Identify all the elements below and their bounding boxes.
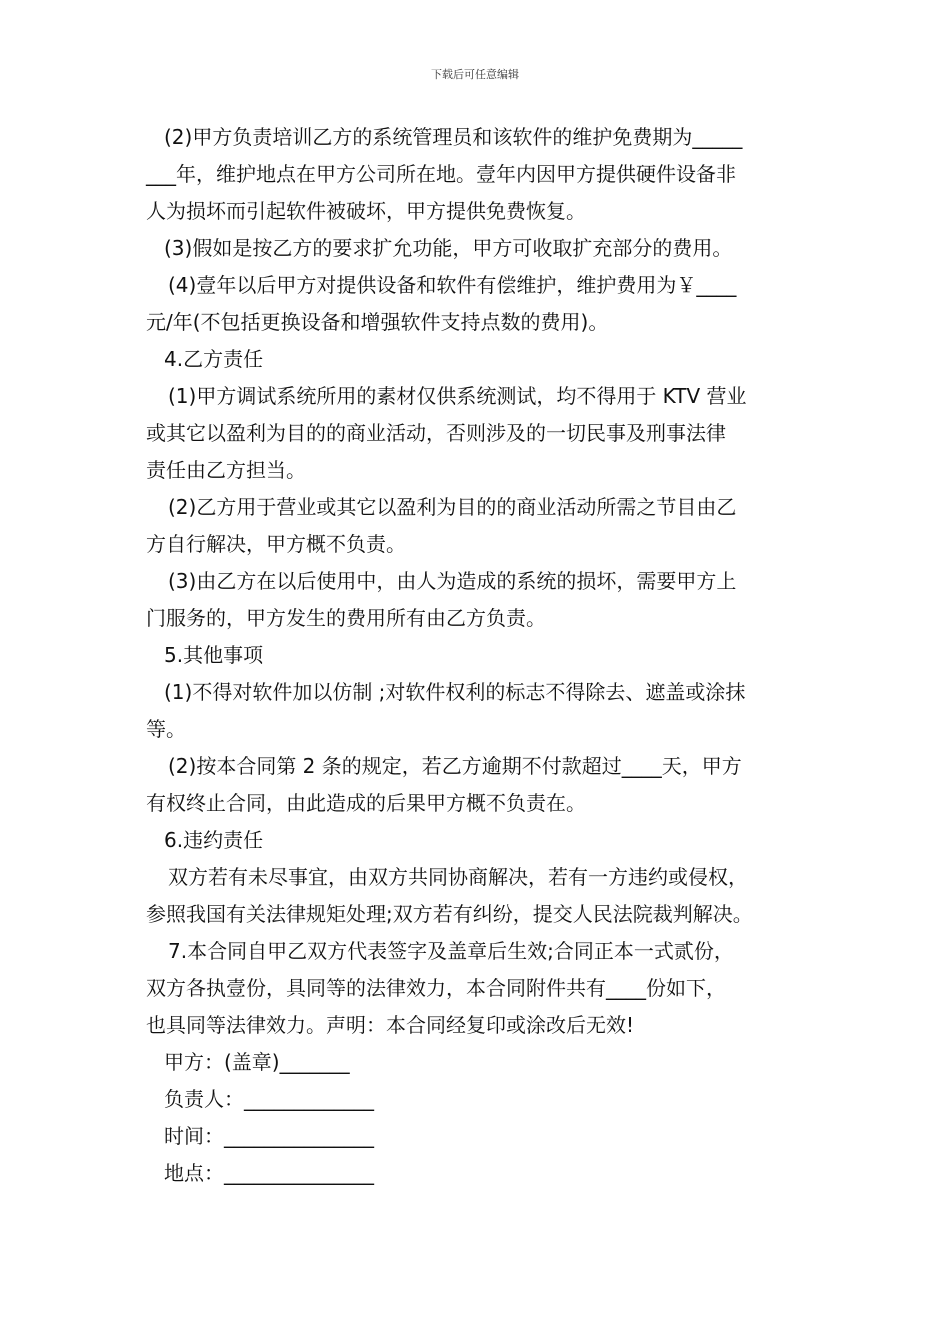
text-line: 参照我国有关法律规矩处理;双方若有纠纷，提交人民法院裁判解决。 bbox=[146, 902, 753, 926]
text-line: (2)按本合同第 2 条的规定，若乙方逾期不付款超过____天，甲方 bbox=[168, 754, 742, 778]
text-line: (3)由乙方在以后使用中，由人为造成的系统的损坏，需要甲方上 bbox=[168, 569, 737, 593]
text-line: 7.本合同自甲乙双方代表签字及盖章后生效;合同正本一式贰份， bbox=[168, 939, 734, 963]
document-body bbox=[146, 119, 812, 1192]
text-line: (4)壹年以后甲方对提供设备和软件有偿维护，维护费用为￥____ bbox=[168, 273, 737, 297]
text-line: 等。 bbox=[146, 717, 186, 741]
text-line: 5.其他事项 bbox=[164, 643, 264, 667]
page-header: 下载后可任意编辑 bbox=[431, 68, 519, 81]
text-line: 时间：_______________ bbox=[164, 1124, 374, 1148]
text-line: 方自行解决，甲方概不负责。 bbox=[146, 532, 406, 556]
text-line: 负责人：_____________ bbox=[164, 1087, 374, 1111]
text-line: 元/年(不包括更换设备和增强软件支持点数的费用)。 bbox=[146, 310, 609, 334]
text-line: 人为损坏而引起软件被破坏，甲方提供免费恢复。 bbox=[146, 199, 586, 223]
text-line: 责任由乙方担当。 bbox=[146, 458, 306, 482]
text-line: (2)乙方用于营业或其它以盈利为目的的商业活动所需之节目由乙 bbox=[168, 495, 737, 519]
text-line: (1)甲方调试系统所用的素材仅供系统测试，均不得用于 KTV 营业 bbox=[168, 384, 747, 408]
text-line: 甲方：(盖章)_______ bbox=[164, 1050, 350, 1074]
text-line: 也具同等法律效力。声明：本合同经复印或涂改后无效! bbox=[146, 1013, 635, 1037]
text-line: (3)假如是按乙方的要求扩允功能，甲方可收取扩充部分的费用。 bbox=[164, 236, 733, 260]
text-line: (2)甲方负责培训乙方的系统管理员和该软件的维护免费期为_____ bbox=[164, 125, 743, 149]
text-line: 地点：_______________ bbox=[164, 1161, 374, 1185]
text-line: 门服务的，甲方发生的费用所有由乙方负责。 bbox=[146, 606, 546, 630]
text-line: 4.乙方责任 bbox=[164, 347, 264, 371]
text-line: 6.违约责任 bbox=[164, 828, 264, 852]
text-line: 有权终止合同，由此造成的后果甲方概不负责在。 bbox=[146, 791, 586, 815]
text-line: 双方若有未尽事宜，由双方共同协商解决，若有一方违约或侵权， bbox=[168, 865, 748, 889]
text-line: (1)不得对软件加以仿制 ;对软件权利的标志不得除去、遮盖或涂抹 bbox=[164, 680, 746, 704]
text-line: 双方各执壹份，具同等的法律效力，本合同附件共有____份如下， bbox=[146, 976, 726, 1000]
text-line: ___年，维护地点在甲方公司所在地。壹年内因甲方提供硬件设备非 bbox=[146, 162, 736, 186]
text-line: 或其它以盈利为目的的商业活动，否则涉及的一切民事及刑事法律 bbox=[146, 421, 726, 445]
